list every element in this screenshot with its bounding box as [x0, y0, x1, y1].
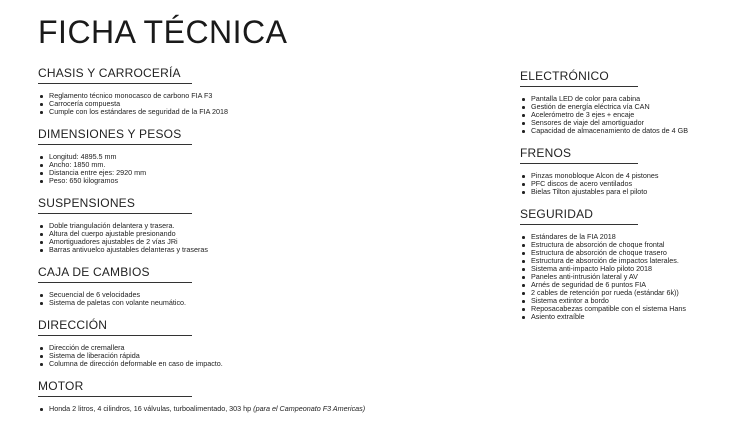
- list-item: Asiento extraíble: [520, 313, 735, 321]
- list-item: Acelerómetro de 3 ejes + encaje: [520, 111, 735, 119]
- section-heading: DIMENSIONES Y PESOS: [38, 127, 192, 145]
- section-heading: MOTOR: [38, 379, 192, 397]
- list-item: Secuencial de 6 velocidades: [38, 291, 458, 299]
- list-item: Sistema anti-impacto Halo piloto 2018: [520, 265, 735, 273]
- list-item: Estándares de la FIA 2018: [520, 233, 735, 241]
- spec-list: [38, 153, 458, 185]
- list-item: Reglamento técnico monocasco de carbono FIA F3: [38, 92, 458, 100]
- section-heading: CAJA DE CAMBIOS: [38, 265, 192, 283]
- list-item: Estructura de absorción de impactos laterales.: [520, 257, 735, 265]
- list-item: Sensores de viaje del amortiguador: [520, 119, 735, 127]
- section-caja-de-cambios: [38, 263, 458, 307]
- list-item: Altura del cuerpo ajustable presionando: [38, 230, 458, 238]
- left-column: [38, 64, 458, 422]
- section-suspensiones: [38, 194, 458, 254]
- section-seguridad: [520, 205, 735, 321]
- list-item: Pantalla LED de color para cabina: [520, 95, 735, 103]
- list-item: Ancho: 1850 mm.: [38, 161, 458, 169]
- list-item: Carrocería compuesta: [38, 100, 458, 108]
- list-item: Dirección de cremallera: [38, 344, 458, 352]
- motor-spec: Honda 2 litros, 4 cilindros, 16 válvulas, turboalimentado, 303 hp: [49, 404, 252, 413]
- list-item: Longitud: 4895.5 mm: [38, 153, 458, 161]
- list-item: Sistema de paletas con volante neumático.: [38, 299, 458, 307]
- list-item: Sistema extintor a bordo: [520, 297, 735, 305]
- list-item: Bielas Tilton ajustables para el piloto: [520, 188, 735, 196]
- spec-list: [38, 92, 458, 116]
- spec-list: [520, 172, 735, 196]
- spec-list: [38, 405, 458, 413]
- list-item: Reposacabezas compatible con el sistema Hans: [520, 305, 735, 313]
- section-frenos: [520, 144, 735, 196]
- list-item: Barras antivuelco ajustables delanteras y traseras: [38, 246, 458, 254]
- section-heading: ELECTRÓNICO: [520, 69, 638, 87]
- section-heading: DIRECCIÓN: [38, 318, 192, 336]
- section-dimensiones: [38, 125, 458, 185]
- list-item: Paneles anti-intrusión lateral y AV: [520, 273, 735, 281]
- list-item: Doble triangulación delantera y trasera.: [38, 222, 458, 230]
- spec-list: [38, 222, 458, 254]
- motor-note: (para el Campeonato F3 Americas): [253, 404, 366, 413]
- spec-list: [520, 233, 735, 321]
- section-chasis: [38, 64, 458, 116]
- spec-list: [38, 291, 458, 307]
- list-item: Amortiguadores ajustables de 2 vías JRi: [38, 238, 458, 246]
- right-column: [520, 67, 735, 330]
- list-item: Capacidad de almacenamiento de datos de 4 GB: [520, 127, 735, 135]
- list-item: Distancia entre ejes: 2920 mm: [38, 169, 458, 177]
- list-item: Estructura de absorción de choque frontal: [520, 241, 735, 249]
- list-item: Peso: 650 kilogramos: [38, 177, 458, 185]
- section-heading: SUSPENSIONES: [38, 196, 192, 214]
- list-item: 2 cables de retención por rueda (estándar 6k)): [520, 289, 735, 297]
- section-heading: SEGURIDAD: [520, 207, 638, 225]
- list-item: Columna de dirección deformable en caso de impacto.: [38, 360, 458, 368]
- spec-list: [520, 95, 735, 135]
- section-heading: CHASIS Y CARROCERÍA: [38, 66, 192, 84]
- section-direccion: [38, 316, 458, 368]
- list-item: Cumple con los estándares de seguridad de la FIA 2018: [38, 108, 458, 116]
- list-item: Arnés de seguridad de 6 puntos FIA: [520, 281, 735, 289]
- list-item: Gestión de energía eléctrica vía CAN: [520, 103, 735, 111]
- list-item: Estructura de absorción de choque trasero: [520, 249, 735, 257]
- list-item: [38, 405, 458, 413]
- section-heading: FRENOS: [520, 146, 638, 164]
- spec-list: [38, 344, 458, 368]
- list-item: PFC discos de acero ventilados: [520, 180, 735, 188]
- section-electronico: [520, 67, 735, 135]
- section-motor: [38, 377, 458, 413]
- page-title: FICHA TÉCNICA: [38, 14, 288, 50]
- list-item: Sistema de liberación rápida: [38, 352, 458, 360]
- list-item: Pinzas monobloque Alcon de 4 pistones: [520, 172, 735, 180]
